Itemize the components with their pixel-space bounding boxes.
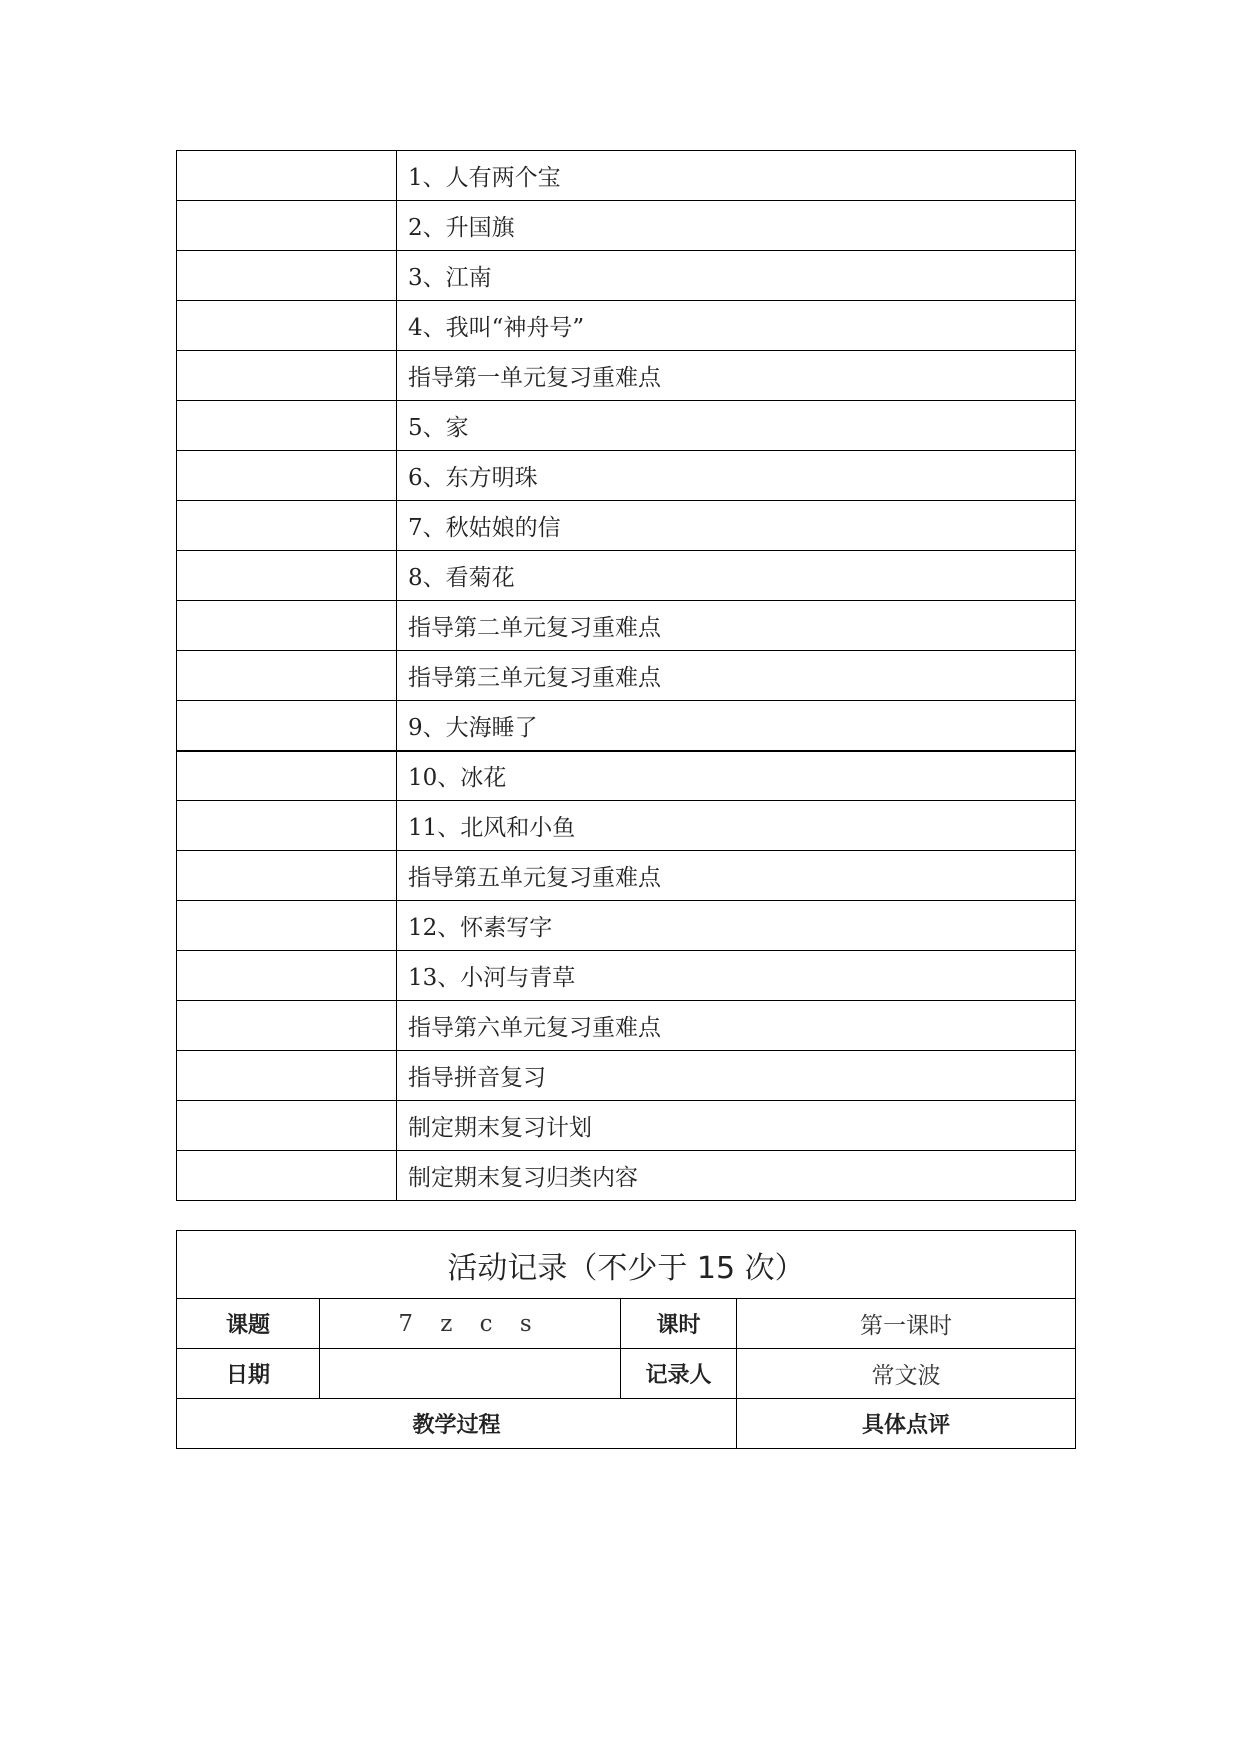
topic-table-body: [177, 151, 1076, 1201]
topic-cell: 指导第六单元复习重难点: [397, 1001, 1076, 1051]
blank-cell: [177, 401, 397, 451]
blank-cell: [177, 151, 397, 201]
table-row: [177, 451, 1076, 501]
topic-cell: 12、怀素写字: [397, 901, 1076, 951]
topic-cell: 制定期末复习归类内容: [397, 1151, 1076, 1201]
topic-cell: 6、东方明珠: [397, 451, 1076, 501]
table-row: [177, 351, 1076, 401]
blank-cell: [177, 901, 397, 951]
table-row: [177, 901, 1076, 951]
table-row: [177, 801, 1076, 851]
topic-cell: 4、我叫“神舟号”: [397, 301, 1076, 351]
blank-cell: [177, 201, 397, 251]
table-row: [177, 201, 1076, 251]
table-row: [177, 1001, 1076, 1051]
topic-value: 7 z c s: [320, 1299, 621, 1349]
topic-cell: 11、北风和小鱼: [397, 801, 1076, 851]
blank-cell: [177, 251, 397, 301]
table-row: [177, 1101, 1076, 1151]
blank-cell: [177, 501, 397, 551]
process-label: 教学过程: [177, 1399, 737, 1449]
table-row: [177, 1151, 1076, 1201]
record-row-date: [177, 1349, 1076, 1399]
topic-cell: 13、小河与青草: [397, 951, 1076, 1001]
date-value: [320, 1349, 621, 1399]
topic-cell: 10、冰花: [397, 751, 1076, 801]
record-title: 活动记录（不少于 15 次）: [177, 1231, 1076, 1299]
topic-cell: 1、人有两个宝: [397, 151, 1076, 201]
record-table-body: [177, 1231, 1076, 1449]
topic-cell: 5、家: [397, 401, 1076, 451]
table-row: [177, 951, 1076, 1001]
table-row: [177, 1051, 1076, 1101]
table-row: [177, 701, 1076, 751]
blank-cell: [177, 1001, 397, 1051]
table-row: [177, 401, 1076, 451]
blank-cell: [177, 701, 397, 751]
blank-cell: [177, 1051, 397, 1101]
topic-cell: 制定期末复习计划: [397, 1101, 1076, 1151]
topic-cell: 指导第三单元复习重难点: [397, 651, 1076, 701]
blank-cell: [177, 601, 397, 651]
table-row: [177, 151, 1076, 201]
topic-cell: 指导第一单元复习重难点: [397, 351, 1076, 401]
blank-cell: [177, 451, 397, 501]
blank-cell: [177, 951, 397, 1001]
blank-cell: [177, 851, 397, 901]
blank-cell: [177, 301, 397, 351]
blank-cell: [177, 801, 397, 851]
blank-cell: [177, 751, 397, 801]
table-row: [177, 851, 1076, 901]
recorder-label: 记录人: [621, 1349, 737, 1399]
topic-table: [176, 150, 1076, 1201]
topic-cell: 指导拼音复习: [397, 1051, 1076, 1101]
table-row: [177, 251, 1076, 301]
table-row: [177, 501, 1076, 551]
topic-cell: 9、大海睡了: [397, 701, 1076, 751]
blank-cell: [177, 1101, 397, 1151]
table-row: [177, 751, 1076, 801]
record-row-headers: [177, 1399, 1076, 1449]
recorder-value: 常文波: [737, 1349, 1076, 1399]
record-row-topic: [177, 1299, 1076, 1349]
period-label: 课时: [621, 1299, 737, 1349]
blank-cell: [177, 651, 397, 701]
topic-cell: 2、升国旗: [397, 201, 1076, 251]
table-row: [177, 301, 1076, 351]
topic-label: 课题: [177, 1299, 320, 1349]
topic-cell: 指导第五单元复习重难点: [397, 851, 1076, 901]
activity-record-table: [176, 1230, 1076, 1449]
blank-cell: [177, 551, 397, 601]
table-row: [177, 551, 1076, 601]
record-title-row: [177, 1231, 1076, 1299]
comment-label: 具体点评: [737, 1399, 1076, 1449]
topic-cell: 7、秋姑娘的信: [397, 501, 1076, 551]
blank-cell: [177, 351, 397, 401]
topic-cell: 指导第二单元复习重难点: [397, 601, 1076, 651]
date-label: 日期: [177, 1349, 320, 1399]
table-row: [177, 651, 1076, 701]
topic-cell: 3、江南: [397, 251, 1076, 301]
topic-cell: 8、看菊花: [397, 551, 1076, 601]
blank-cell: [177, 1151, 397, 1201]
table-row: [177, 601, 1076, 651]
period-value: 第一课时: [737, 1299, 1076, 1349]
